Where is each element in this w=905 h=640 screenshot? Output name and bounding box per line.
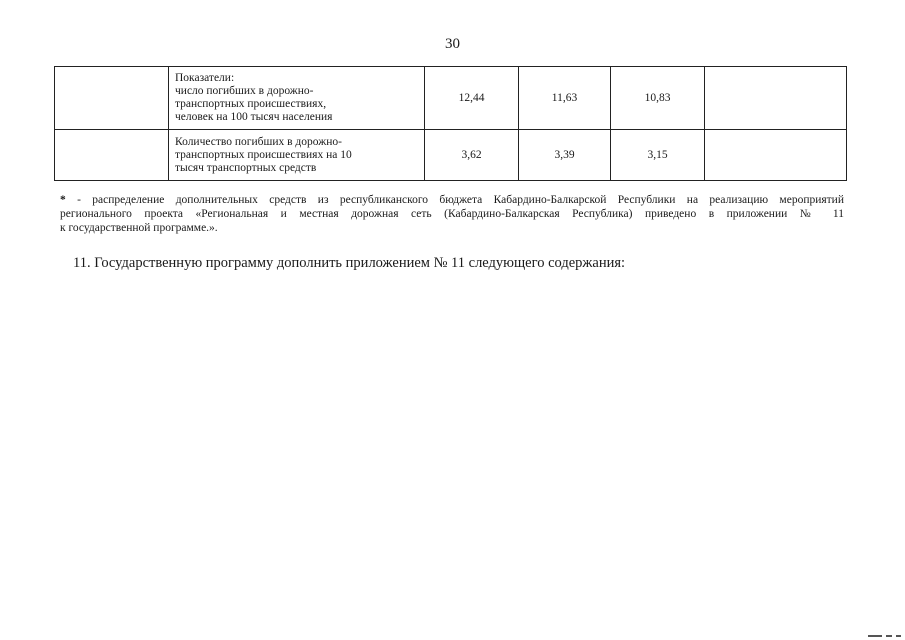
scan-artifact	[868, 634, 902, 638]
indicator-value: 3,62	[425, 130, 519, 181]
indicator-label	[169, 67, 425, 130]
footnote-text: - распределение дополнительных средств из республиканского бюджета Кабардино-Балкарской Республики на реализацию мероприятий	[65, 194, 844, 206]
indicator-label-line: транспортных происшествиях,	[175, 98, 327, 110]
indicator-value	[705, 67, 847, 130]
page-number: 30	[445, 36, 460, 52]
indicator-value: 3,39	[519, 130, 611, 181]
indicator-value	[705, 130, 847, 181]
indicator-value: 11,63	[519, 67, 611, 130]
table-cell-empty	[55, 130, 169, 181]
table-row	[55, 67, 847, 130]
footnote-star: *	[60, 194, 66, 206]
indicator-value: 12,44	[425, 67, 519, 130]
indicator-label-line: число погибших в дорожно-	[175, 85, 314, 97]
footnote	[60, 193, 844, 235]
indicator-value: 3,15	[611, 130, 705, 181]
table-row	[55, 130, 847, 181]
footnote-line: к государственной программе.».	[60, 222, 218, 234]
indicator-label-line: Количество погибших в дорожно-	[175, 135, 342, 148]
indicator-label-line: тысяч транспортных средств	[175, 161, 317, 174]
indicator-label-line: транспортных происшествиях на 10	[175, 148, 352, 161]
table-cell-empty	[55, 67, 169, 130]
indicator-label-line: Показатели:	[175, 72, 235, 84]
indicator-value: 10,83	[611, 67, 705, 130]
footnote-line	[60, 193, 844, 207]
footnote-line: регионального проекта «Региональная и местная дорожная сеть (Кабардино-Балкарская Республика) приведено в приложении № 11	[60, 208, 844, 220]
indicators-table	[54, 66, 847, 181]
indicator-label	[169, 130, 425, 181]
amendment-instruction: 11. Государственную программу дополнить приложением № 11 следующего содержания:	[73, 255, 626, 271]
indicator-label-line: человек на 100 тысяч населения	[175, 111, 333, 123]
